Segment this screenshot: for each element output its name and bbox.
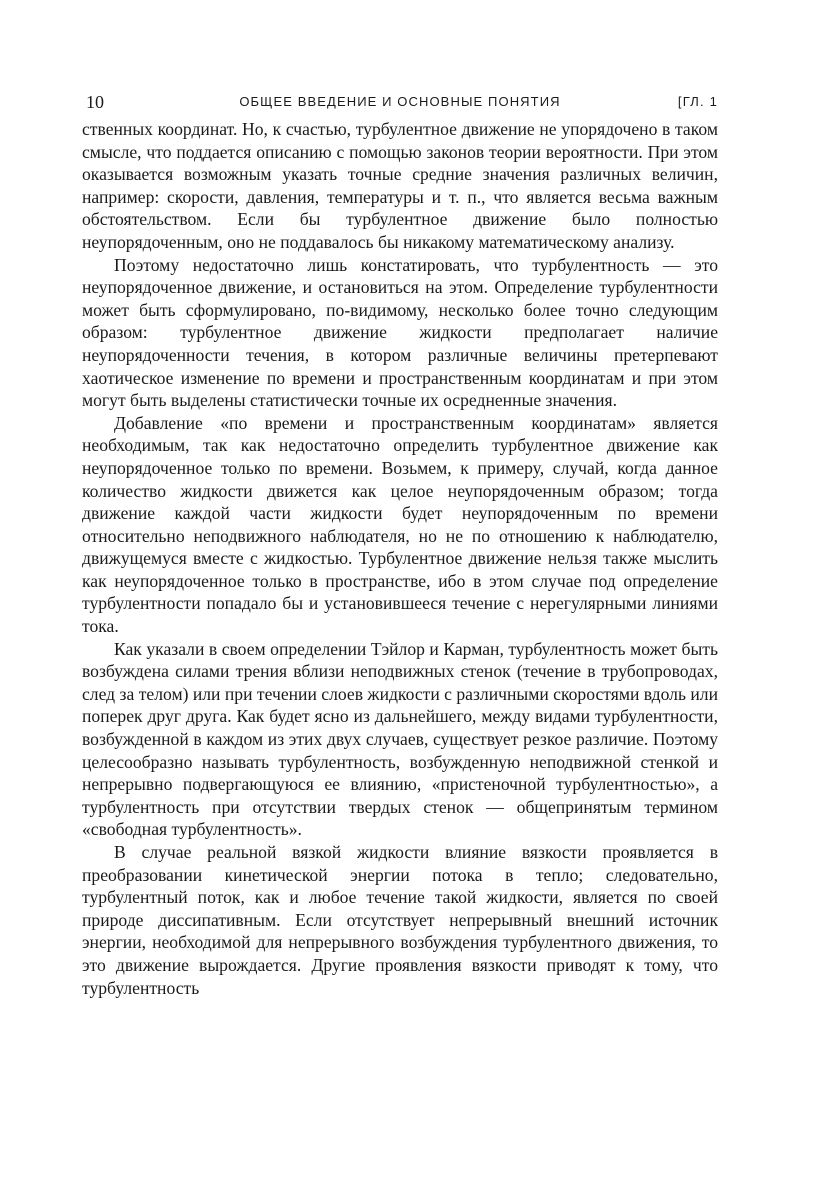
paragraph-continued: ственных координат. Но, к счастью, турбулентное движение не упорядочено в таком смысле, что поддается описанию с помощью законов теории вероятности. При этом оказывается возможным указать точные средние значения различных величин, например: скорости, давления, температуры и т. п., что является весьма важным обстоятельством. Если бы турбулентное движение было полностью неупорядоченным, оно не поддавалось бы никакому математическому анализу. [82,119,718,252]
paragraph: Поэтому недостаточно лишь констатировать, что турбулентность — это неупорядоченное движение, и остановиться на этом. Определение турбулентности может быть сформулировано, по-видимому, несколько более точно следующим образом: турбулентное движение жидкости предполагает наличие неупорядоченности течения, в котором различные величины претерпевают хаотическое изменение по времени и пространственным координатам и при этом могут быть выделены статистически точные их осредненные значения. [82,254,718,411]
running-head [82,88,718,118]
paragraph: Добавление «по времени и пространственным координатам» является необходимым, так как недостаточно определить турбулентное движение как неупорядоченное только по времени. Возьмем, к примеру, случай, когда данное количество жидкости движется как целое неупорядоченным образом; тогда движение каждой части жидкости будет неупорядоченным по времени относительно неподвижного наблюдателя, но не по отношению к наблюдателю, движущемуся вместе с жидкостью. Турбулентное движение нельзя также мыслить как неупорядоченное только в пространстве, ибо в этом случае под определение турбулентности попадало бы и установившееся течение с нерегулярными линиями тока. [82,412,718,637]
paragraph: Как указали в своем определении Тэйлор и Карман, турбулентность может быть возбуждена силами трения вблизи неподвижных стенок (течение в трубопроводах, след за телом) или при течении слоев жидкости с различными скоростями вдоль или поперек друг друга. Как будет ясно из дальнейшего, между видами турбулентности, возбужденной в каждом из этих двух случаев, существует резкое различие. Поэтому целесообразно называть турбулентность, возбужденную неподвижной стенкой и непрерывно подвергающуюся ее влиянию, «пристеночной турбулентностью», а турбулентность при отсутствии твердых стенок — общепринятым термином «свободная турбулентность». [82,638,718,840]
running-title: ОБЩЕЕ ВВЕДЕНИЕ И ОСНОВНЫЕ ПОНЯТИЯ [239,94,561,109]
chapter-marker: [ГЛ. 1 [677,94,718,109]
paragraph: В случае реальной вязкой жидкости влияние вязкости проявляется в преобразовании кинетической энергии потока в тепло; следовательно, турбулентный поток, как и любое течение такой жидкости, является по своей природе диссипативным. Если отсутствует непрерывный внешний источник энергии, необходимой для непрерывного возбуждения турбулентного движения, то это движение вырождается. Другие проявления вязкости приводят к тому, что турбулентность [82,842,718,998]
page-number: 10 [86,92,104,112]
book-page [82,88,718,999]
body-text [82,118,718,999]
